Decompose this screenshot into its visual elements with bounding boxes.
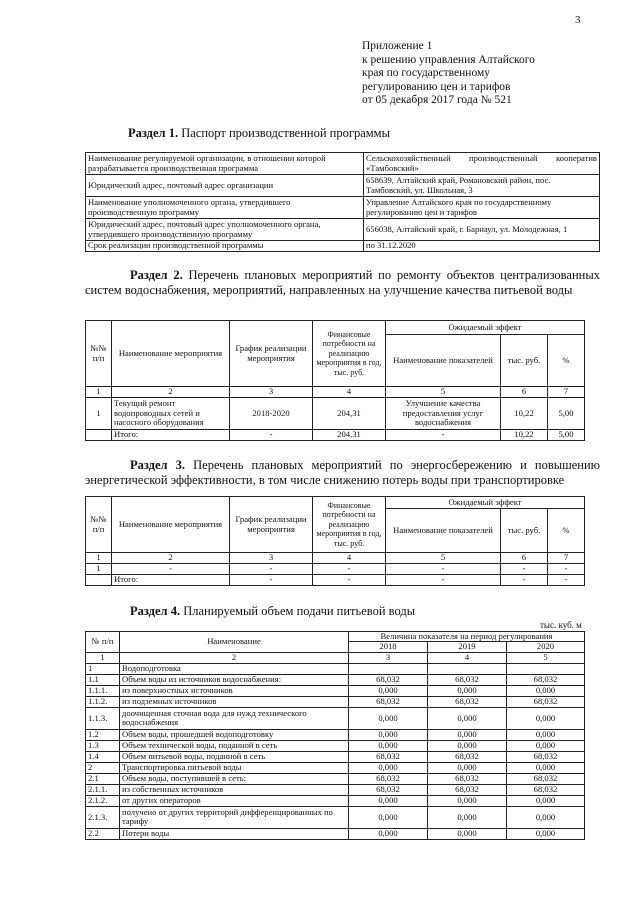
row-value: 0,000 <box>349 707 428 729</box>
total-pct: - <box>548 575 585 586</box>
col-header-year: 2018 <box>349 642 428 652</box>
col-header-schedule: График реализации мероприятия <box>230 321 313 387</box>
col-number: 2 <box>112 387 230 398</box>
section3-label: Раздел 3. <box>130 458 186 472</box>
passport-value: по 31.12.2020 <box>364 241 600 252</box>
table-row <box>86 685 585 696</box>
total-row <box>86 575 585 586</box>
column-numbers-row <box>86 652 585 663</box>
passport-value: Управление Алтайского края по государственному регулированию цен и тарифов <box>364 197 600 219</box>
row-value: 68,032 <box>428 696 507 707</box>
section4-heading <box>130 604 415 619</box>
row-value: 68,032 <box>349 773 428 784</box>
table-row <box>86 219 600 241</box>
col-number: 1 <box>86 553 112 564</box>
col-header-effect: Ожидаемый эффект <box>386 497 585 509</box>
row-value: 0,000 <box>349 762 428 773</box>
annex-line: регулированию цен и тарифов <box>362 80 511 93</box>
col-number: 4 <box>428 652 507 663</box>
row-value: 0,000 <box>349 685 428 696</box>
row-value: 68,032 <box>349 696 428 707</box>
row-num: 2.1.3. <box>86 806 120 828</box>
row-num: 1 <box>86 663 120 674</box>
row-num: 1.4 <box>86 751 120 762</box>
col-number: 3 <box>230 387 313 398</box>
row-name: Транспортировка питьевой воды <box>120 762 349 773</box>
total-thous: - <box>501 575 548 586</box>
section1-label: Раздел 1. <box>128 126 179 140</box>
section2-label: Раздел 2. <box>130 268 183 282</box>
annex-line: края по государственному <box>362 67 490 79</box>
row-num: 1.2 <box>86 729 120 740</box>
annex-header <box>362 40 535 108</box>
row-thous: 10,22 <box>501 398 548 430</box>
passport-table <box>85 152 600 252</box>
table-row <box>86 795 585 806</box>
row-value: 0,000 <box>428 685 507 696</box>
row-num: 1.3 <box>86 740 120 751</box>
row-num: 1.1.2. <box>86 696 120 707</box>
col-number: 4 <box>313 553 386 564</box>
row-name: Текущий ремонт водопроводных сетей и насосного оборудования <box>112 398 230 430</box>
column-numbers-row <box>86 387 585 398</box>
row-num: 2.1.2. <box>86 795 120 806</box>
row-value: 68,032 <box>349 784 428 795</box>
row-pct: 5,00 <box>548 398 585 430</box>
total-finance: - <box>313 575 386 586</box>
row-num: 1.1 <box>86 674 120 685</box>
row-schedule: - <box>230 564 313 575</box>
row-value <box>349 663 428 674</box>
row-value: 0,000 <box>428 729 507 740</box>
col-header-schedule: График реализации мероприятия <box>230 497 313 553</box>
row-name: Объем воды, поступившей в сеть: <box>120 773 349 784</box>
row-value: 68,032 <box>507 773 585 784</box>
col-header-name: Наименование мероприятия <box>112 321 230 387</box>
row-name: Объем воды, прошедшей водоподготовку <box>120 729 349 740</box>
col-header-num: № п/п <box>86 632 120 653</box>
passport-value: 656038, Алтайский край, г. Барнаул, ул. Молодежная, 1 <box>364 219 600 241</box>
row-indicator: Улучшение качества предоставления услуг водоснабжения <box>386 398 501 430</box>
row-value: 0,000 <box>428 828 507 839</box>
table-row <box>86 806 585 828</box>
annex-line: Приложение 1 <box>362 40 433 52</box>
row-name: - <box>112 564 230 575</box>
table-row <box>86 398 585 430</box>
row-name: из подземных источников <box>120 696 349 707</box>
col-header-name: Наименование <box>120 632 349 653</box>
total-thous: 10,22 <box>501 430 548 441</box>
row-name: Потери воды <box>120 828 349 839</box>
table-header-row <box>86 632 585 642</box>
table-row <box>86 674 585 685</box>
row-num: 2.1.1. <box>86 784 120 795</box>
row-value: 0,000 <box>428 740 507 751</box>
row-value: 0,000 <box>349 795 428 806</box>
row-value: 0,000 <box>428 795 507 806</box>
row-name: от других операторов <box>120 795 349 806</box>
table-row <box>86 564 585 575</box>
passport-key: Наименование уполномоченного органа, утвердившего производственную программу <box>86 197 364 219</box>
row-value: 68,032 <box>507 696 585 707</box>
section1-heading <box>128 126 390 141</box>
table-row <box>86 696 585 707</box>
row-indicator: - <box>386 564 501 575</box>
row-name: доочищенная сточная вода для нужд технического водоснабжения <box>120 707 349 729</box>
passport-key: Юридический адрес, почтовый адрес уполномоченного органа, утвердившего производственную программу <box>86 219 364 241</box>
col-header-indicator: Наименование показателей <box>386 509 501 553</box>
col-number: 2 <box>112 553 230 564</box>
row-value: 0,000 <box>507 707 585 729</box>
row-name: Водоподготовка <box>120 663 349 674</box>
section4-label: Раздел 4. <box>130 604 181 618</box>
energy-measures-table <box>85 496 585 586</box>
table-row <box>86 197 600 219</box>
col-number: 5 <box>507 652 585 663</box>
row-value: 0,000 <box>349 806 428 828</box>
units-label: тыс. куб. м <box>540 620 582 630</box>
col-number: 5 <box>386 553 501 564</box>
total-label: Итого: <box>112 430 230 441</box>
table-row <box>86 784 585 795</box>
annex-line: от 05 декабря 2017 года № 521 <box>362 94 512 106</box>
passport-key: Наименование регулируемой организации, в отношении которой разрабатывается производственная программа <box>86 153 364 175</box>
col-number: 1 <box>86 652 120 663</box>
passport-key: Юридический адрес, почтовый адрес организации <box>86 175 364 197</box>
row-value: 0,000 <box>507 729 585 740</box>
row-name: Объем питьевой воды, поданной в сеть <box>120 751 349 762</box>
repair-measures-table <box>85 320 585 441</box>
row-value: 0,000 <box>507 740 585 751</box>
table-row <box>86 751 585 762</box>
row-num: 2 <box>86 762 120 773</box>
col-header-name: Наименование мероприятия <box>112 497 230 553</box>
page-number: 3 <box>575 14 581 26</box>
row-num: 2.2 <box>86 828 120 839</box>
row-value: 0,000 <box>428 707 507 729</box>
table-row <box>86 663 585 674</box>
row-name: Объем технической воды, поданной в сеть <box>120 740 349 751</box>
row-value: 0,000 <box>507 806 585 828</box>
row-value: 68,032 <box>428 784 507 795</box>
total-row <box>86 430 585 441</box>
annex-line: к решению управления Алтайского <box>362 53 535 66</box>
total-label: Итого: <box>112 575 230 586</box>
total-pct: 5,00 <box>548 430 585 441</box>
row-value <box>428 663 507 674</box>
col-header-num: №№ п/п <box>86 321 112 387</box>
row-num: 1 <box>86 564 112 575</box>
col-number: 7 <box>548 387 585 398</box>
section1-title: Паспорт производственной программы <box>181 126 390 140</box>
col-number: 2 <box>120 652 349 663</box>
row-value: 68,032 <box>507 751 585 762</box>
row-finance: - <box>313 564 386 575</box>
row-num: 1 <box>86 398 112 430</box>
table-header-row <box>86 321 585 335</box>
row-value: 0,000 <box>428 806 507 828</box>
table-row <box>86 740 585 751</box>
row-value: 0,000 <box>507 795 585 806</box>
col-header-finance: Финансовые потребности на реализацию мероприятия в год, тыс. руб. <box>313 321 386 387</box>
row-schedule: 2018-2020 <box>230 398 313 430</box>
col-header-num: №№ п/п <box>86 497 112 553</box>
table-row <box>86 241 600 252</box>
row-num: 2.1 <box>86 773 120 784</box>
row-value: 68,032 <box>349 674 428 685</box>
row-name: Объем воды из источников водоснабжения: <box>120 674 349 685</box>
passport-value: 658639, Алтайский край, Романовский район, пос. Тамбовский, ул. Школьная, 3 <box>364 175 600 197</box>
col-header-pct: % <box>548 335 585 387</box>
column-numbers-row <box>86 553 585 564</box>
row-value: 0,000 <box>507 828 585 839</box>
col-number: 6 <box>501 553 548 564</box>
table-row <box>86 153 600 175</box>
section2-heading <box>85 268 600 298</box>
row-value: 0,000 <box>507 685 585 696</box>
col-header-period: Величина показателя на период регулирования <box>349 632 585 642</box>
table-row <box>86 175 600 197</box>
row-value: 0,000 <box>349 828 428 839</box>
row-value: 68,032 <box>428 751 507 762</box>
table-row <box>86 828 585 839</box>
row-name: из поверхностных источников <box>120 685 349 696</box>
row-value: 0,000 <box>349 740 428 751</box>
row-value: 0,000 <box>507 762 585 773</box>
col-number: 7 <box>548 553 585 564</box>
row-value: 0,000 <box>349 729 428 740</box>
section3-title: Перечень плановых мероприятий по энергосбережению и повышению энергетической эффективности, в том числе снижению потерь воды при транспортировке <box>85 458 601 487</box>
col-header-indicator: Наименование показателей <box>386 335 501 387</box>
col-header-thous: тыс. руб. <box>501 335 548 387</box>
row-name: из собственных источников <box>120 784 349 795</box>
row-value: 68,032 <box>428 773 507 784</box>
col-header-year: 2020 <box>507 642 585 652</box>
table-row <box>86 773 585 784</box>
row-name: получено от других территорий дифференцированных по тарифу <box>120 806 349 828</box>
col-header-effect: Ожидаемый эффект <box>386 321 585 335</box>
col-number: 6 <box>501 387 548 398</box>
row-value: 68,032 <box>349 751 428 762</box>
row-value: 0,000 <box>428 762 507 773</box>
total-indicator: - <box>386 575 501 586</box>
total-schedule: - <box>230 430 313 441</box>
col-header-thous: тыс. руб. <box>501 509 548 553</box>
section3-heading <box>85 458 600 488</box>
water-supply-table <box>85 631 585 840</box>
table-row <box>86 729 585 740</box>
total-schedule: - <box>230 575 313 586</box>
row-value <box>507 663 585 674</box>
section2-title: Перечень плановых мероприятий по ремонту объектов централизованных систем водоснабжения, мероприятий, направленных на улучшение качества питьевой воды <box>85 268 600 297</box>
col-number: 4 <box>313 387 386 398</box>
row-value: 68,032 <box>507 674 585 685</box>
col-header-year: 2019 <box>428 642 507 652</box>
col-header-finance: Финансовые потребности на реализацию мероприятия в год, тыс. руб. <box>313 497 386 553</box>
col-number: 5 <box>386 387 501 398</box>
total-finance: 204,31 <box>313 430 386 441</box>
passport-value: Сельскохозяйственный производственный кооператив «Тамбовский» <box>364 153 600 175</box>
row-thous: - <box>501 564 548 575</box>
row-value: 68,032 <box>428 674 507 685</box>
col-header-pct: % <box>548 509 585 553</box>
passport-key: Срок реализации производственной программы <box>86 241 364 252</box>
col-number: 3 <box>349 652 428 663</box>
col-number: 1 <box>86 387 112 398</box>
total-indicator: - <box>386 430 501 441</box>
table-header-row <box>86 497 585 509</box>
row-num: 1.1.1. <box>86 685 120 696</box>
row-num: 1.1.3. <box>86 707 120 729</box>
table-row <box>86 707 585 729</box>
row-pct: - <box>548 564 585 575</box>
col-number: 3 <box>230 553 313 564</box>
section4-title: Планируемый объем подачи питьевой воды <box>183 604 416 618</box>
table-row <box>86 762 585 773</box>
row-value: 68,032 <box>507 784 585 795</box>
row-finance: 204,31 <box>313 398 386 430</box>
